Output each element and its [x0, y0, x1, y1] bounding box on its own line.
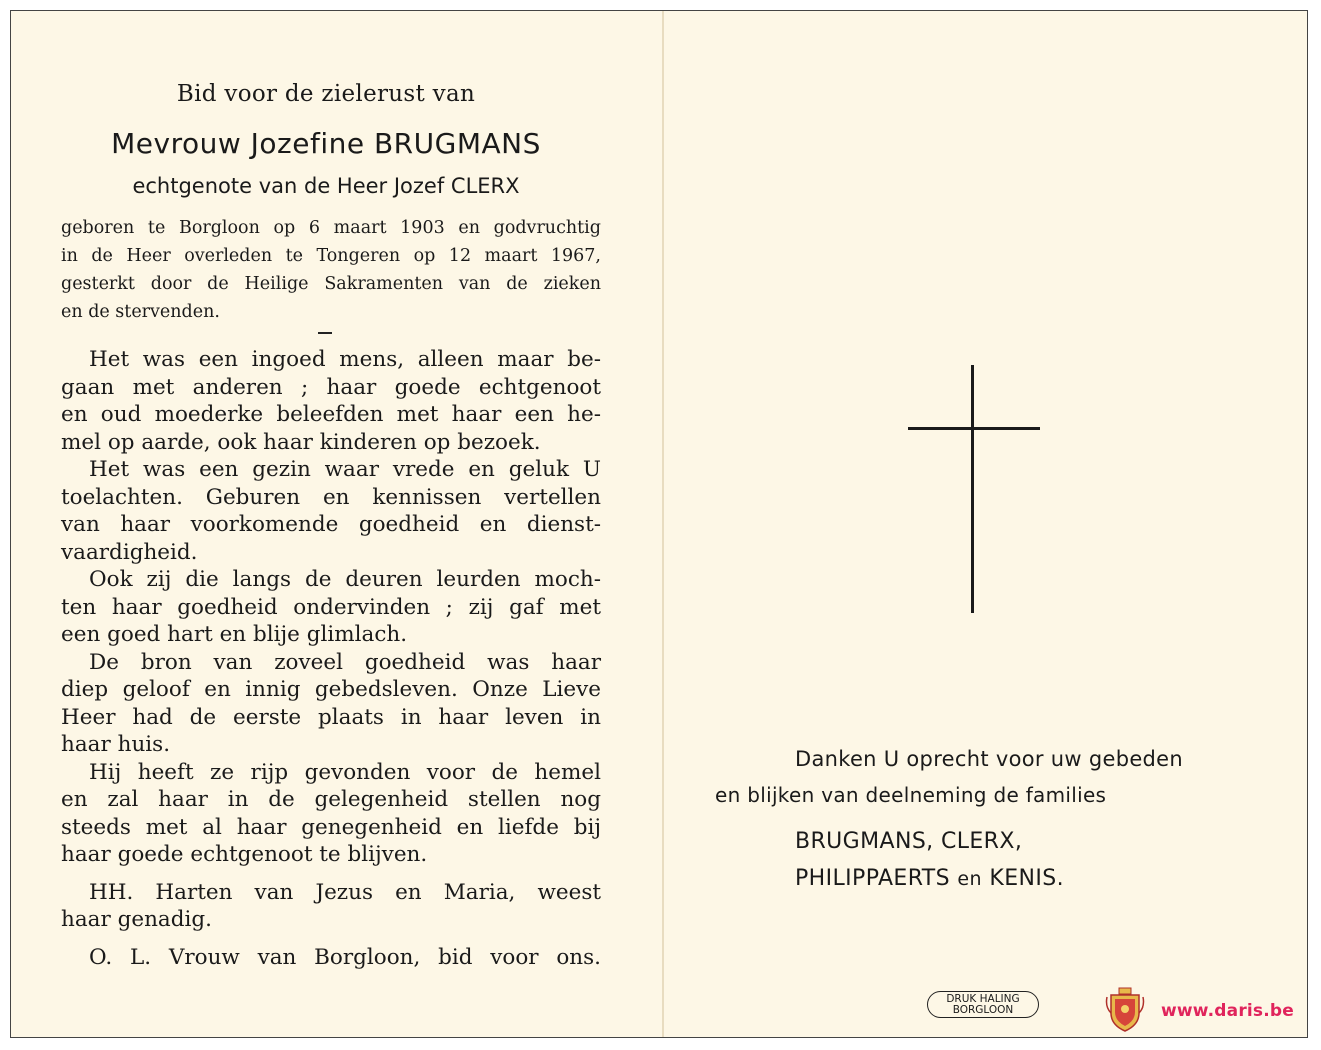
eulogy-line: Heer had de eerste plaats in haar leven in: [61, 704, 601, 730]
thanks-line: Danken U oprecht voor uw gebeden: [795, 747, 1183, 771]
eulogy-paragraph: [61, 346, 601, 456]
life-line: gesterkt door de Heilige Sakramenten van de zieken: [61, 274, 601, 294]
watermark-link[interactable]: www.daris.be: [1161, 1001, 1295, 1021]
life-dates-text: [61, 214, 601, 326]
printer-line: BORGLOON: [952, 1004, 1014, 1016]
eulogy-line: vaardigheid.: [61, 539, 198, 565]
cross-horizontal-bar: [908, 427, 1040, 430]
spacer: [61, 869, 601, 879]
printer-mark: [927, 991, 1039, 1018]
families-line: BRUGMANS, CLERX,: [795, 829, 1023, 854]
printer-line: DRUK HALING: [946, 993, 1020, 1005]
eulogy-line: diep geloof en innig gebedsleven. Onze Lieve: [61, 677, 601, 702]
eulogy-line: De bron van zoveel goedheid was haar: [89, 649, 601, 675]
family-name: PHILIPPAERTS: [795, 866, 951, 891]
eulogy-line: ten haar goedheid ondervinden ; zij gaf met: [61, 594, 601, 620]
deceased-name: Mevrouw Jozefine BRUGMANS: [111, 127, 541, 160]
spacer: [61, 934, 601, 944]
family-name: KENIS.: [989, 866, 1065, 891]
prayer-line: haar genadig.: [61, 907, 212, 932]
prayer-paragraph: [61, 944, 601, 972]
eulogy-paragraph: [61, 456, 601, 566]
eulogy-paragraph: [61, 759, 601, 869]
eulogy-line: haar huis.: [61, 732, 171, 757]
intro-text: Bid voor de zielerust van: [176, 81, 476, 107]
life-line: geboren te Borgloon op 6 maart 1903 en godvruchtig: [61, 218, 601, 238]
life-line: in de Heer overleden te Tongeren op 12 maart 1967,: [61, 246, 601, 266]
spouse-line: echtgenote van de Heer Jozef CLERX: [132, 174, 520, 198]
crest-icon: [1105, 985, 1145, 1033]
prayer-paragraph: [61, 879, 601, 934]
eulogy-line: Ook zij die langs de deuren leurden moch-: [89, 567, 601, 592]
cross-icon: [908, 365, 1040, 613]
cross-vertical-bar: [971, 365, 974, 613]
eulogy-line: van haar voorkomende goedheid en dienst-: [61, 512, 601, 537]
eulogy-line: een goed hart en blije glimlach.: [61, 622, 408, 647]
eulogy-line: mel op aarde, ook haar kinderen op bezoek.: [61, 429, 541, 455]
eulogy-line: toelachten. Geburen en kennissen vertellen: [61, 484, 601, 510]
prayer-line: HH. Harten van Jezus en Maria, weest: [89, 879, 601, 905]
eulogy-text: [61, 346, 601, 971]
eulogy-line: en zal haar in de gelegenheid stellen nog: [61, 787, 601, 812]
eulogy-line: steeds met al haar genegenheid en liefde bij: [61, 814, 601, 840]
thanks-line: en blijken van deelneming de families: [715, 783, 1107, 807]
eulogy-line: haar goede echtgenoot te blijven.: [61, 842, 428, 867]
left-panel: [61, 81, 601, 971]
life-line: en de stervenden.: [61, 302, 220, 322]
eulogy-line: Het was een ingoed mens, alleen maar be-: [89, 347, 601, 372]
card-fold: [662, 11, 664, 1037]
watermark: [1105, 985, 1305, 1035]
prayer-line: O. L. Vrouw van Borgloon, bid voor ons.: [89, 944, 601, 970]
families-conjunction: en: [957, 868, 982, 890]
memorial-card: [10, 10, 1308, 1038]
eulogy-line: en oud moederke beleefden met haar een he-: [61, 402, 601, 427]
families-line: [711, 866, 1271, 891]
eulogy-line: Hij heeft ze rijp gevonden voor de hemel: [89, 759, 601, 785]
separator-dash: [318, 332, 332, 334]
thanks-block: [711, 747, 1271, 891]
eulogy-line: gaan met anderen ; haar goede echtgenoot: [61, 374, 601, 400]
eulogy-paragraph: [61, 649, 601, 759]
eulogy-line: Het was een gezin waar vrede en geluk U: [89, 457, 601, 482]
eulogy-paragraph: [61, 566, 601, 649]
